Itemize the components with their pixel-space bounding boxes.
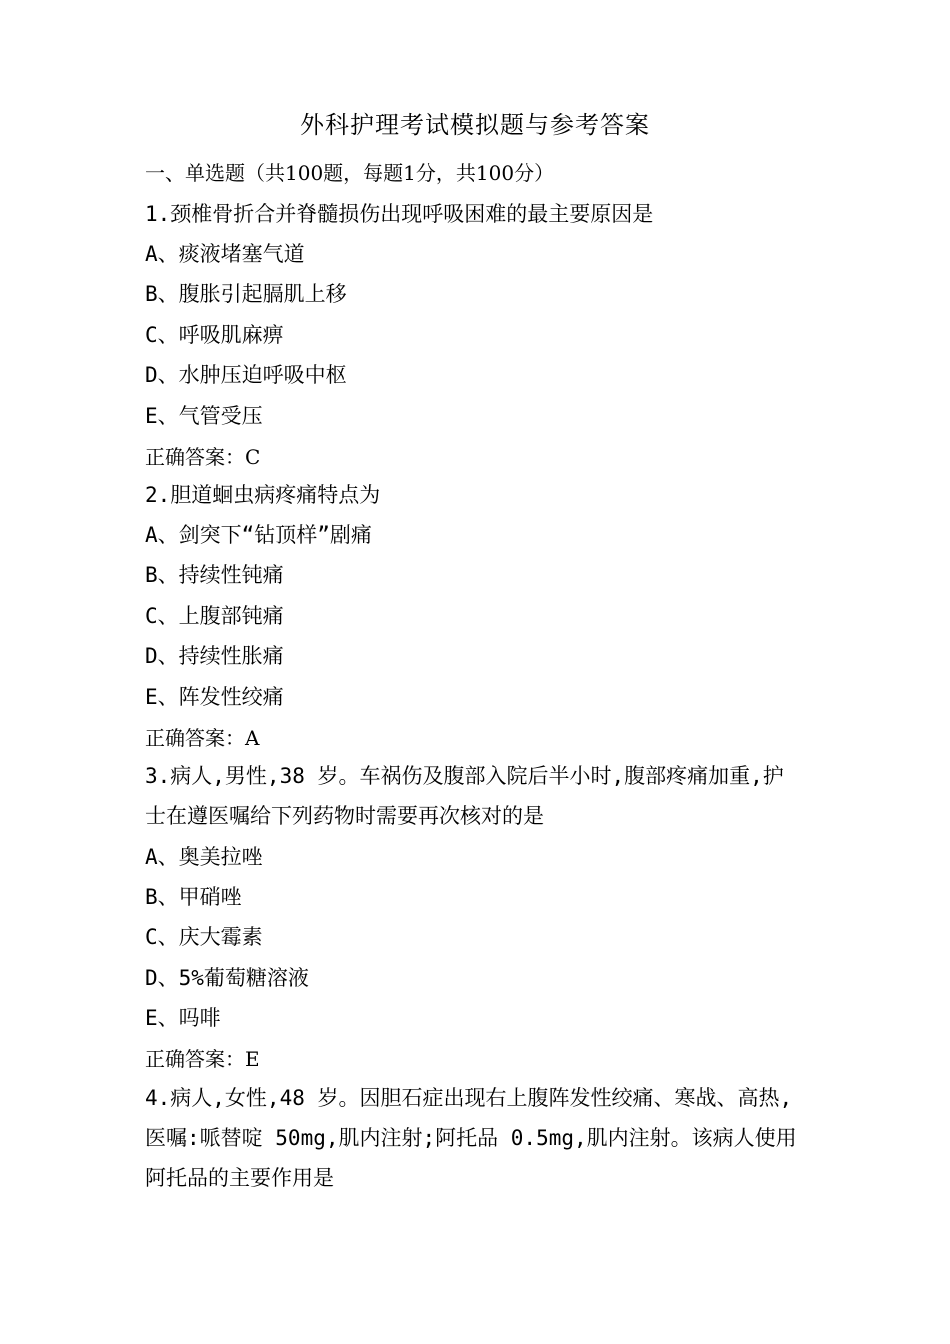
question-3-option-b: B、甲硝唑 <box>145 885 242 909</box>
question-3-answer: 正确答案：E <box>145 1047 260 1071</box>
question-4-stem-line-1: 4.病人,女性,48 岁。因胆石症出现右上腹阵发性绞痛、寒战、高热, <box>145 1086 793 1110</box>
question-2-option-e: E、阵发性绞痛 <box>145 685 284 709</box>
question-1-option-c: C、呼吸肌麻痹 <box>145 323 284 347</box>
question-3-option-e: E、吗啡 <box>145 1006 221 1030</box>
document-title: 外科护理考试模拟题与参考答案 <box>300 111 650 139</box>
question-4-stem-line-3: 阿托品的主要作用是 <box>145 1166 334 1190</box>
question-1-answer: 正确答案：C <box>145 445 261 469</box>
question-2-stem: 2.胆道蛔虫病疼痛特点为 <box>145 483 381 507</box>
question-2-option-d: D、持续性胀痛 <box>145 644 284 668</box>
question-3-option-c: C、庆大霉素 <box>145 925 263 949</box>
question-1-option-e: E、气管受压 <box>145 404 263 428</box>
question-3-stem-line-2: 士在遵医嘱给下列药物时需要再次核对的是 <box>145 804 544 828</box>
question-2-option-b: B、持续性钝痛 <box>145 563 284 587</box>
question-1-option-b: B、腹胀引起膈肌上移 <box>145 282 347 306</box>
section-heading: 一、单选题（共100题，每题1分，共100分） <box>145 161 555 185</box>
question-1-option-d: D、水肿压迫呼吸中枢 <box>145 363 347 387</box>
question-3-option-a: A、奥美拉唑 <box>145 845 263 869</box>
question-2-option-c: C、上腹部钝痛 <box>145 604 284 628</box>
question-2-answer: 正确答案：A <box>145 726 260 750</box>
question-1-option-a: A、痰液堵塞气道 <box>145 242 305 266</box>
question-2-option-a: A、剑突下“钻顶样”剧痛 <box>145 523 372 547</box>
question-3-stem-line-1: 3.病人,男性,38 岁。车祸伤及腹部入院后半小时,腹部疼痛加重,护 <box>145 764 784 788</box>
question-1-stem: 1.颈椎骨折合并脊髓损伤出现呼吸困难的最主要原因是 <box>145 202 654 226</box>
question-3-option-d: D、5%葡萄糖溶液 <box>145 966 309 990</box>
question-4-stem-line-2: 医嘱:哌替啶 50mg,肌内注射;阿托品 0.5mg,肌内注射。该病人使用 <box>145 1126 797 1150</box>
